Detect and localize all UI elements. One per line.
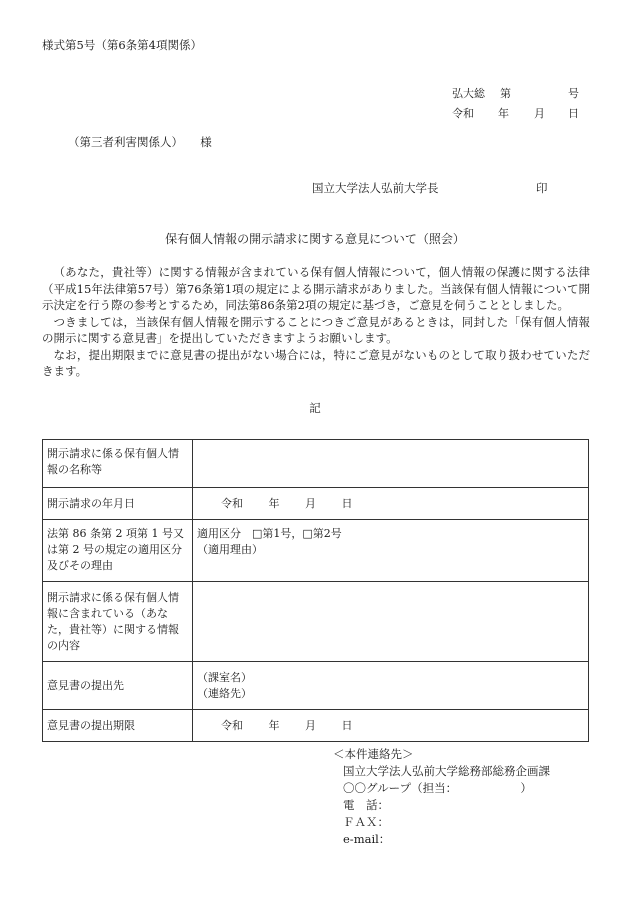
- table-row: [43, 520, 589, 582]
- contact-label: （連絡先）: [197, 686, 252, 700]
- office-name-label: （課室名）: [197, 670, 252, 684]
- body-text: [42, 264, 590, 380]
- issue-date-row: [452, 104, 582, 124]
- applicable-category-options: 適用区分 □第1号，□第2号: [197, 527, 342, 540]
- field-applicable-category[interactable]: [193, 520, 589, 582]
- doc-dai: 第: [500, 87, 511, 100]
- seal-mark: 印: [536, 181, 548, 195]
- deadline-era: 令和: [221, 718, 243, 732]
- request-month-label: 月: [305, 496, 316, 510]
- document-number-row: [452, 84, 582, 104]
- deadline-year-label: 年: [268, 718, 280, 732]
- table-row: [43, 440, 589, 488]
- field-submission-address[interactable]: [193, 662, 589, 710]
- row-label-info-content: 開示請求に係る保有個人情報に含まれている（あなた，貴社等）に関する情報の内容: [43, 582, 193, 662]
- request-day-label: 日: [341, 496, 353, 510]
- issue-day-label: 日: [568, 107, 579, 120]
- row-label-applicable-category: 法第 86 条第 2 項第 1 号又は第 2 号の規定の適用区分及びその理由: [43, 520, 193, 582]
- contact-tel: 電 話：: [343, 798, 389, 812]
- contact-email: e-mail：: [343, 832, 391, 846]
- table-row: [43, 710, 589, 742]
- document-title: 保有個人情報の開示請求に関する意見について（照会）: [165, 232, 465, 246]
- form-number: 様式第5号（第6条第4項関係）: [42, 38, 202, 52]
- table-row: [43, 582, 589, 662]
- deadline-day-label: 日: [341, 718, 353, 732]
- doc-go: 号: [568, 87, 579, 100]
- inquiry-table: [42, 439, 589, 742]
- issue-month-label: 月: [534, 107, 545, 120]
- contact-heading: ＜本件連絡先＞: [333, 747, 414, 761]
- row-label-submission-address: 意見書の提出先: [43, 662, 193, 710]
- table-row: [43, 488, 589, 520]
- request-era: 令和: [221, 496, 243, 510]
- deadline-month-label: 月: [305, 718, 316, 732]
- request-year-label: 年: [268, 496, 280, 510]
- contact-fax: ＦＡＸ：: [343, 815, 389, 829]
- addressee: （第三者利害関係人） 様: [68, 135, 212, 149]
- field-request-date[interactable]: [193, 488, 589, 520]
- sender: 国立大学法人弘前大学長: [312, 181, 439, 195]
- document-number-block: [452, 84, 582, 124]
- row-label-deadline: 意見書の提出期限: [43, 710, 193, 742]
- row-label-request-date: 開示請求の年月日: [43, 488, 193, 520]
- contact-group: 〇〇グループ（担当： ）: [343, 781, 532, 795]
- field-info-name[interactable]: [193, 440, 589, 488]
- issue-era: 令和: [452, 107, 474, 120]
- field-deadline[interactable]: [193, 710, 589, 742]
- contact-org: 国立大学法人弘前大学総務部総務企画課: [343, 764, 550, 778]
- table-row: [43, 662, 589, 710]
- doc-prefix: 弘大総: [452, 87, 485, 100]
- body-paragraph: つきましては，当該保有個人情報を開示することにつきご意見があるときは，同封した「保有個人情報の開示に関する意見書」を提出していただきますようお願いします。: [42, 314, 590, 345]
- row-label-info-name: 開示請求に係る保有個人情報の名称等: [43, 440, 193, 488]
- field-info-content[interactable]: [193, 582, 589, 662]
- applicable-reason-label: （適用理由）: [197, 543, 263, 556]
- issue-year-label: 年: [498, 107, 509, 120]
- body-paragraph: （あなた，貴社等）に関する情報が含まれている保有個人情報について，個人情報の保護に関する法律（平成15年法律第57号）第76条第1項の規定による開示請求がありました。当該保有個人情報について開示決定を行う際の参考とするため，同法第86条第2項の規定に基づき，ご意見を伺うこととしました。: [42, 265, 590, 312]
- contact-block: [333, 746, 550, 848]
- body-paragraph: なお，提出期限までに意見書の提出がない場合には，特にご意見がないものとして取り扱わせていただきます。: [42, 347, 590, 378]
- ki-heading: 記: [309, 401, 321, 415]
